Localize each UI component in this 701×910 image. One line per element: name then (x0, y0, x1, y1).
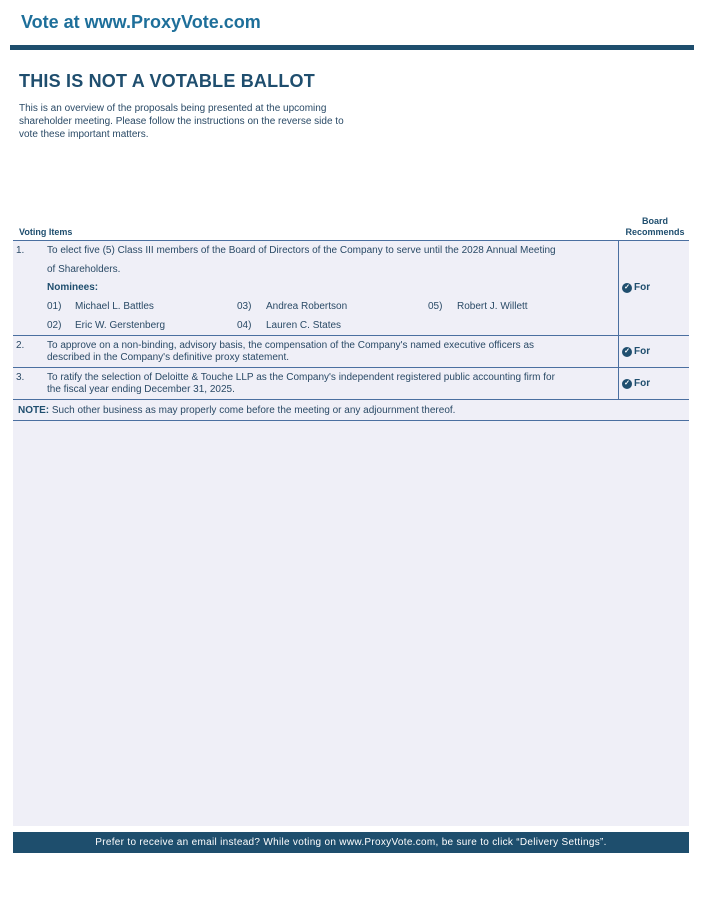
item-1-text-line2: of Shareholders. (47, 264, 121, 275)
item-2-recommendation (622, 346, 650, 357)
board-recommends-line1: Board (641, 216, 668, 226)
nominees-label: Nominees: (47, 282, 99, 293)
nominee-04-name: Lauren C. States (266, 320, 342, 331)
item-1-recommendation-label: For (634, 282, 651, 293)
item-3-recommendation-label: For (634, 378, 651, 389)
item-2-number: 2. (16, 340, 25, 351)
delivery-settings-footer: Prefer to receive an email instead? While voting on www.ProxyVote.com, be sure to click “Delivery Settings”. (13, 832, 689, 853)
table-rule-bottom (13, 420, 689, 421)
item-1-text-line1: To elect five (5) Class III members of the Board of Directors of the Company to serve until the 2028 Annual Meeting (47, 245, 556, 256)
nominee-05-number: 05) (428, 301, 443, 312)
note-body: Such other business as may properly come before the meeting or any adjournment thereof. (49, 405, 456, 416)
item-2-recommendation-label: For (634, 346, 651, 357)
nominee-05-name: Robert J. Willett (457, 301, 528, 312)
nominee-01-name: Michael L. Battles (75, 301, 154, 312)
item-3-text-line1: To ratify the selection of Deloitte & Touche LLP as the Company's independent registered public accounting firm for (47, 372, 555, 383)
table-rule-3 (13, 399, 689, 400)
intro-text: This is an overview of the proposals being presented at the upcoming shareholder meeting. Please follow the instructions on the reverse side to vote these important matters. (19, 103, 344, 140)
table-rule-1 (13, 335, 689, 336)
page-title: THIS IS NOT A VOTABLE BALLOT (19, 71, 315, 91)
nominee-03-number: 03) (237, 301, 252, 312)
item-3-text-line2: the fiscal year ending December 31, 2025. (47, 384, 235, 395)
check-circle-icon: ✓ (622, 283, 632, 293)
note-text (18, 405, 455, 416)
item-3-number: 3. (16, 372, 25, 383)
item-1-number: 1. (16, 245, 25, 256)
proxyvote-header-link[interactable]: Vote at www.ProxyVote.com (21, 12, 261, 32)
item-2-text-line1: To approve on a non-binding, advisory basis, the compensation of the Company's named executive officers as (47, 340, 535, 351)
table-rule-top (13, 240, 689, 241)
nominee-02-name: Eric W. Gerstenberg (75, 320, 166, 331)
check-circle-icon: ✓ (622, 379, 632, 389)
nominee-01-number: 01) (47, 301, 62, 312)
table-column-divider (618, 240, 619, 399)
check-circle-icon: ✓ (622, 347, 632, 357)
table-rule-2 (13, 367, 689, 368)
board-recommends-header (620, 216, 690, 238)
nominee-04-number: 04) (237, 320, 252, 331)
item-1-recommendation (622, 282, 650, 293)
header-divider (10, 45, 694, 50)
note-label: NOTE: (18, 405, 50, 416)
item-3-recommendation (622, 378, 650, 389)
board-recommends-line2: Recommends (625, 227, 685, 237)
item-2-text-line2: described in the Company's definitive proxy statement. (47, 352, 290, 363)
nominee-02-number: 02) (47, 320, 62, 331)
nominee-03-name: Andrea Robertson (266, 301, 348, 312)
voting-items-header: Voting Items (19, 227, 73, 237)
